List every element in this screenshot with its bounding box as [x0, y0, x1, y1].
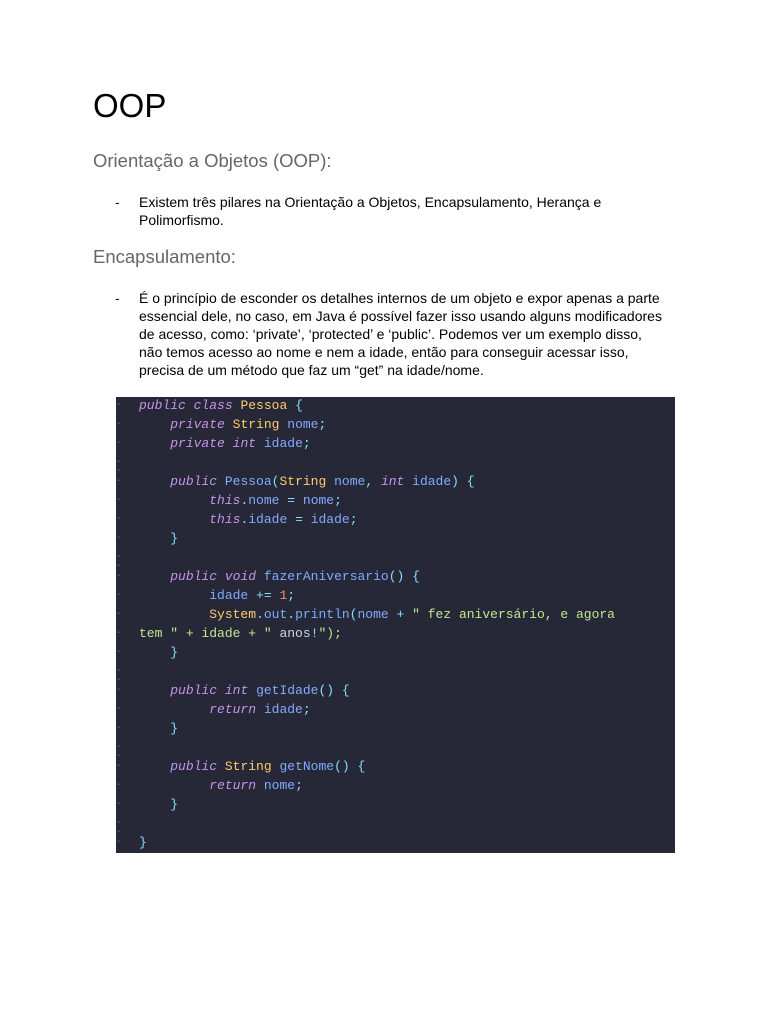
- code-line-marker: -: [117, 741, 121, 752]
- code-line-marker: -: [117, 437, 121, 448]
- bullet-line: Existem três pilares na Orientação a Objetos, Encapsulamento, Herança e: [139, 194, 602, 210]
- code-line-marker: -: [117, 513, 121, 524]
- code-line-marker: -: [117, 779, 121, 790]
- code-line-marker: -: [117, 532, 121, 543]
- code-line-marker: -: [117, 570, 121, 581]
- code-line-marker: -: [117, 665, 121, 676]
- code-line-marker: -: [117, 826, 121, 837]
- code-line: public Pessoa(String nome, int idade) {: [170, 474, 475, 489]
- bullet-marker: -: [115, 290, 120, 306]
- code-line-marker: -: [117, 475, 121, 486]
- bullet-line: de acesso, como: ‘private’, ‘protected’ e ‘public’. Podemos ver um exemplo disso,: [139, 326, 642, 342]
- code-line: [139, 453, 615, 472]
- code-line: [139, 738, 615, 757]
- code-line: }: [170, 645, 179, 660]
- section-heading-encapsulamento: Encapsulamento:: [93, 246, 236, 267]
- code-line-marker: -: [117, 674, 121, 685]
- code-line-marker: -: [117, 418, 121, 429]
- code-line-marker: -: [117, 589, 121, 600]
- bullet-line: Polimorfismo.: [139, 212, 224, 228]
- code-line: public void fazerAniversario() {: [170, 569, 420, 584]
- code-line-marker: -: [117, 456, 121, 467]
- code-content: [139, 397, 615, 852]
- code-line: idade += 1;: [209, 588, 296, 603]
- code-line: private String nome;: [170, 417, 327, 432]
- code-line: this.idade = idade;: [209, 512, 358, 527]
- bullet-text-pillars: [139, 193, 679, 229]
- bullet-line: É o princípio de esconder os detalhes internos de um objeto e expor apenas a parte: [139, 290, 660, 306]
- code-line-marker: -: [117, 836, 121, 847]
- bullet-marker: -: [115, 194, 120, 210]
- code-line-marker: -: [117, 798, 121, 809]
- code-line: this.nome = nome;: [209, 493, 342, 508]
- code-line: public int getIdade() {: [170, 683, 350, 698]
- code-line: public class Pessoa {: [139, 398, 303, 413]
- section-heading-oop: Orientação a Objetos (OOP):: [93, 150, 332, 171]
- code-line-marker: -: [117, 646, 121, 657]
- code-line-marker: -: [117, 627, 121, 638]
- bullet-text-encapsulamento: [139, 289, 679, 379]
- document-title: OOP: [93, 87, 167, 124]
- code-line: [139, 548, 615, 567]
- code-line-marker: -: [117, 703, 121, 714]
- code-line-marker: -: [117, 817, 121, 828]
- code-line: public String getNome() {: [170, 759, 366, 774]
- code-line-marker: -: [117, 399, 121, 410]
- code-line-marker: -: [117, 608, 121, 619]
- code-line-marker: -: [117, 760, 121, 771]
- code-line-marker: -: [117, 465, 121, 476]
- code-line: }: [170, 797, 179, 812]
- code-line: }: [170, 721, 179, 736]
- code-line: return nome;: [209, 778, 303, 793]
- bullet-line: precisa de um método que faz um “get” na idade/nome.: [139, 362, 484, 378]
- code-line: return idade;: [209, 702, 311, 717]
- code-line-marker: -: [117, 750, 121, 761]
- code-line: System.out.println(nome + " fez aniversário, e agora: [209, 607, 615, 622]
- code-line-marker: -: [117, 551, 121, 562]
- code-line: private int idade;: [170, 436, 311, 451]
- code-line: [139, 814, 615, 833]
- code-line-marker: -: [117, 684, 121, 695]
- code-line: [139, 662, 615, 681]
- bullet-line: não temos acesso ao nome e nem a idade, então para conseguir acessar isso,: [139, 344, 629, 360]
- code-line: tem " + idade + " anos!");: [139, 626, 342, 641]
- code-line-marker: -: [117, 494, 121, 505]
- code-block: [116, 397, 675, 853]
- code-line: }: [139, 835, 147, 850]
- bullet-line: essencial dele, no caso, em Java é possível fazer isso usando alguns modificadores: [139, 308, 662, 324]
- code-line-marker: -: [117, 722, 121, 733]
- code-line: }: [170, 531, 179, 546]
- code-line-marker: -: [117, 560, 121, 571]
